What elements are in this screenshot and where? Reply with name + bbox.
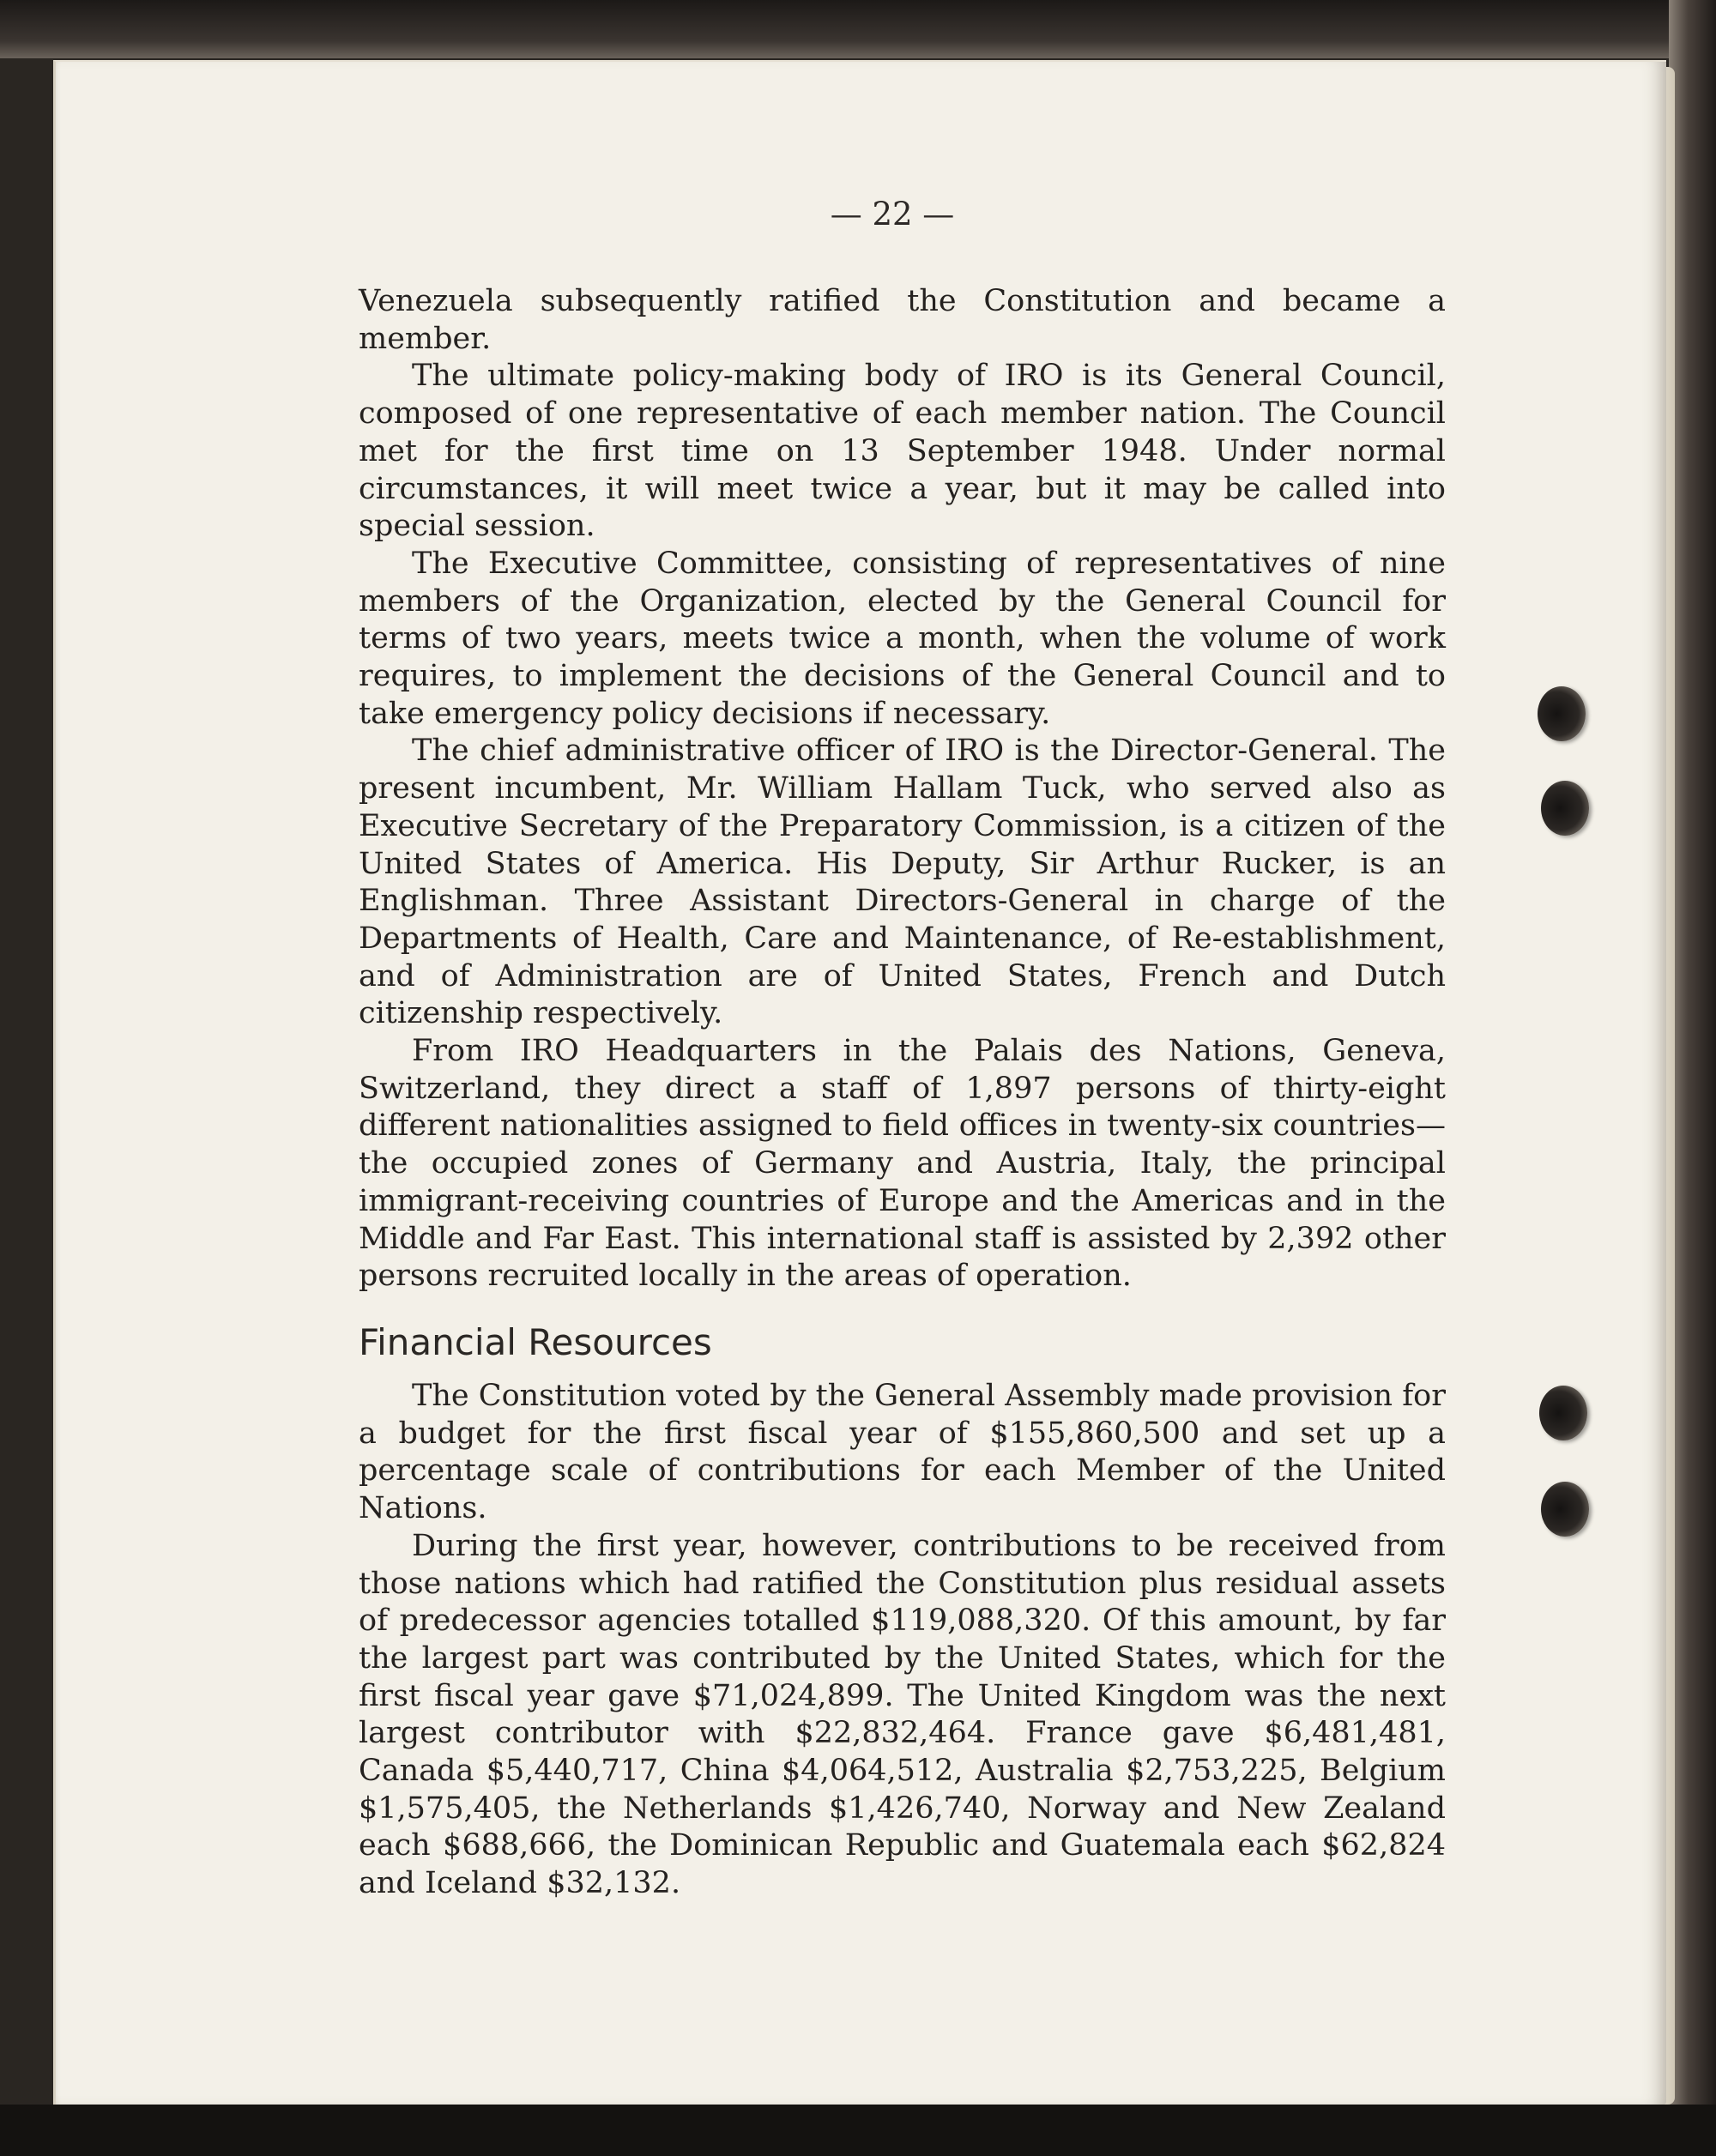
section-heading: Financial Resources [359, 1320, 712, 1363]
scan-border-right [1669, 0, 1716, 2156]
punch-hole-3 [1539, 1386, 1587, 1440]
scan-border-top [0, 0, 1716, 58]
paragraph-1: Venezuela subsequently ratified the Constitution and became a member. [359, 284, 1446, 356]
page-number: — 22 — [830, 196, 955, 233]
punch-hole-4 [1541, 1482, 1589, 1537]
punch-hole-1 [1538, 686, 1586, 741]
paragraph-2: The ultimate policy-making body of IRO is its General Council, composed of one representative of each member nation. The Council met for the first time on 13 September 1948. Under normal circumstances, it will meet twice a year, but it may be called into special session. [359, 359, 1446, 544]
punch-hole-2 [1541, 781, 1589, 836]
paragraph-6: The Constitution voted by the General Assembly made provision for a budget for the first fiscal year of $155,860,500 and set up a percentage scale of contributions for each Member of the United Nations. [359, 1378, 1446, 1526]
paragraph-4: The chief administrative officer of IRO is the Director-General. The present incumbent, Mr. William Hallam Tuck, who served also as Executive Secretary of the Preparatory Commission, is a citizen of the United States of America. His Deputy, Sir Arthur Rucker, is an Englishman. Three Assistant Directors-General in charge of the Departments of Health, Care and Maintenance, of Re-establishment, and of Administration are of United States, French and Dutch citizenship respectively. [359, 734, 1446, 1031]
paragraph-7: During the first year, however, contributions to be received from those nations which had ratified the Constitution plus residual assets of predecessor agencies totalled $119,088,320. Of this amount, by far the largest part was contributed by the United States, which for the first fiscal year gave $71,024,899. The United Kingdom was the next largest contributor with $22,832,464. France gave $6,481,481, Canada $5,440,717, China $4,064,512, Australia $2,753,225, Belgium $1,575,405, the Netherlands $1,426,740, Norway and New Zealand each $688,666, the Dominican Republic and Guatemala each $62,824 and Iceland $32,132. [359, 1528, 1446, 1901]
paragraph-5: From IRO Headquarters in the Palais des Nations, Geneva, Switzerland, they direct a staff of 1,897 persons of thirty-eight different nationalities assigned to field offices in twenty-six countries—the occupied zones of Germany and Austria, Italy, the principal immigrant-receiving countries of Europe and the Americas and in the Middle and Far East. This international staff is assisted by 2,392 other persons recruited locally in the areas of operation. [359, 1034, 1446, 1294]
paragraph-3: The Executive Committee, consisting of representatives of nine members of the Organization, elected by the General Council for terms of two years, meets twice a month, when the volume of work requires, to implement the decisions of the General Council and to take emergency policy decisions if necessary. [359, 546, 1446, 731]
page-body [359, 283, 1446, 1903]
scan-border-bottom [0, 2105, 1716, 2156]
